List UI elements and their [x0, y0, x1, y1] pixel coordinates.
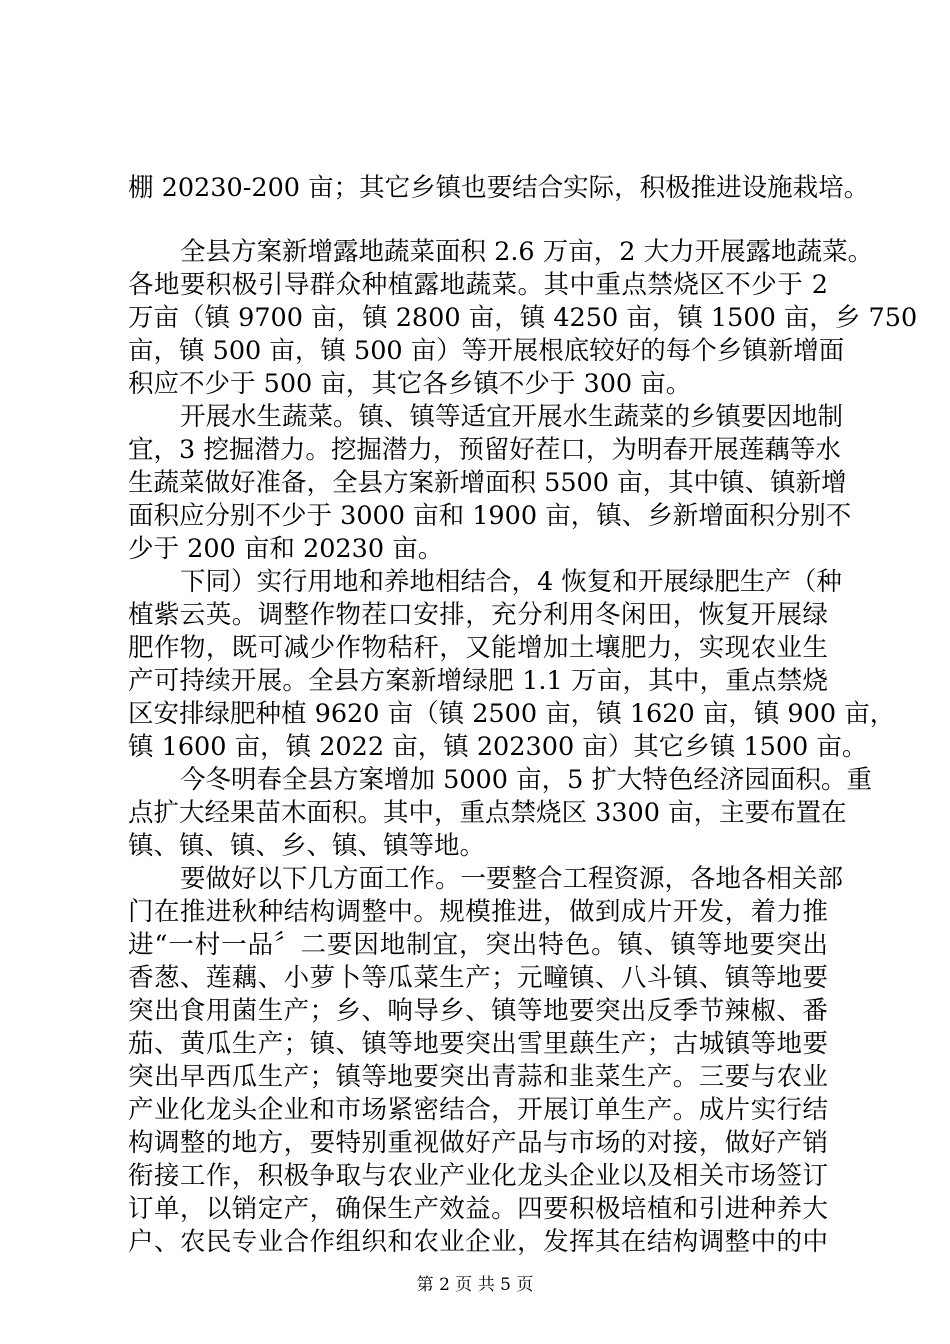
- text-line: 镇、镇、镇、乡、镇、镇等地。: [128, 831, 486, 861]
- text-line: 订单，以销定产，确保生产效益。四要积极培植和引进种养大: [128, 1194, 828, 1224]
- text-line: 植紫云英。调整作物茬口安排，充分利用冬闲田，恢复开展绿: [128, 600, 828, 630]
- text-line: 面积应分别不少于 3000 亩和 1900 亩，镇、乡新增面积分别不: [128, 501, 852, 531]
- text-line: 积应不少于 500 亩，其它各乡镇不少于 300 亩。: [128, 369, 692, 399]
- text-line: 门在推进秋种结构调整中。规模推进，做到成片开发，着力推: [128, 897, 828, 927]
- text-line: 区安排绿肥种植 9620 亩（镇 2500 亩，镇 1620 亩，镇 900 亩，: [128, 699, 896, 729]
- text-line: 下同）实行用地和养地相结合，4 恢复和开展绿肥生产（种: [180, 567, 842, 597]
- text-line: 衔接工作，积极争取与农业产业化龙头企业以及相关市场签订: [128, 1161, 828, 1191]
- text-line: 镇 1600 亩，镇 2022 亩，镇 202300 亩）其它乡镇 1500 亩。: [128, 732, 868, 762]
- text-line: 开展水生蔬菜。镇、镇等适宜开展水生蔬菜的乡镇要因地制: [180, 402, 844, 432]
- text-line: 要做好以下几方面工作。一要整合工程资源，各地各相关部: [180, 864, 844, 894]
- text-line: 今冬明春全县方案增加 5000 亩，5 扩大特色经济园面积。重: [180, 765, 872, 795]
- text-line: 点扩大经果苗木面积。其中，重点禁烧区 3300 亩，主要布置在: [128, 798, 847, 828]
- text-line: 进“一村一品〞二要因地制宜，突出特色。镇、镇等地要突出: [128, 930, 828, 960]
- page-footer: 第 2 页 共 5 页: [416, 1275, 534, 1295]
- document-body: [128, 172, 918, 1259]
- text-line: 肥作物，既可减少作物秸秆，又能增加土壤肥力，实现农业生: [128, 633, 828, 663]
- text-line: 产可持续开展。全县方案新增绿肥 1.1 万亩，其中，重点禁烧: [128, 666, 828, 696]
- text-line: 突出食用菌生产；乡、响导乡、镇等地要突出反季节辣椒、番: [128, 996, 828, 1026]
- text-line: 亩，镇 500 亩，镇 500 亩）等开展根底较好的每个乡镇新增面: [128, 336, 845, 366]
- text-line: 户、农民专业合作组织和农业企业，发挥其在结构调整中的中: [128, 1227, 828, 1257]
- text-line: 构调整的地方，要特别重视做好产品与市场的对接，做好产销: [128, 1128, 828, 1158]
- text-line: 茄、黄瓜生产；镇、镇等地要突出雪里蕻生产；古城镇等地要: [128, 1029, 828, 1059]
- text-line: 生蔬菜做好准备，全县方案新增面积 5500 亩，其中镇、镇新增: [128, 468, 847, 498]
- text-line: 少于 200 亩和 20230 亩。: [128, 534, 444, 564]
- text-line: 宜，3 挖掘潜力。挖掘潜力，预留好茬口，为明春开展莲藕等水: [128, 435, 841, 465]
- text-line: 万亩（镇 9700 亩，镇 2800 亩，镇 4250 亩，镇 1500 亩，乡 750: [128, 303, 918, 333]
- text-line: 突出早西瓜生产；镇等地要突出青蒜和韭菜生产。三要与农业: [128, 1062, 828, 1092]
- text-line: 棚 20230-200 亩；其它乡镇也要结合实际，积极推进设施栽培。: [128, 173, 870, 203]
- text-line: 产业化龙头企业和市场紧密结合，开展订单生产。成片实行结: [128, 1095, 828, 1125]
- text-line: 香葱、莲藕、小萝卜等瓜菜生产；元疃镇、八斗镇、镇等地要: [128, 963, 828, 993]
- text-line: 各地要积极引导群众种植露地蔬菜。其中重点禁烧区不少于 2: [128, 270, 828, 300]
- text-line: 全县方案新增露地蔬菜面积 2.6 万亩，2 大力开展露地蔬菜。: [180, 237, 874, 267]
